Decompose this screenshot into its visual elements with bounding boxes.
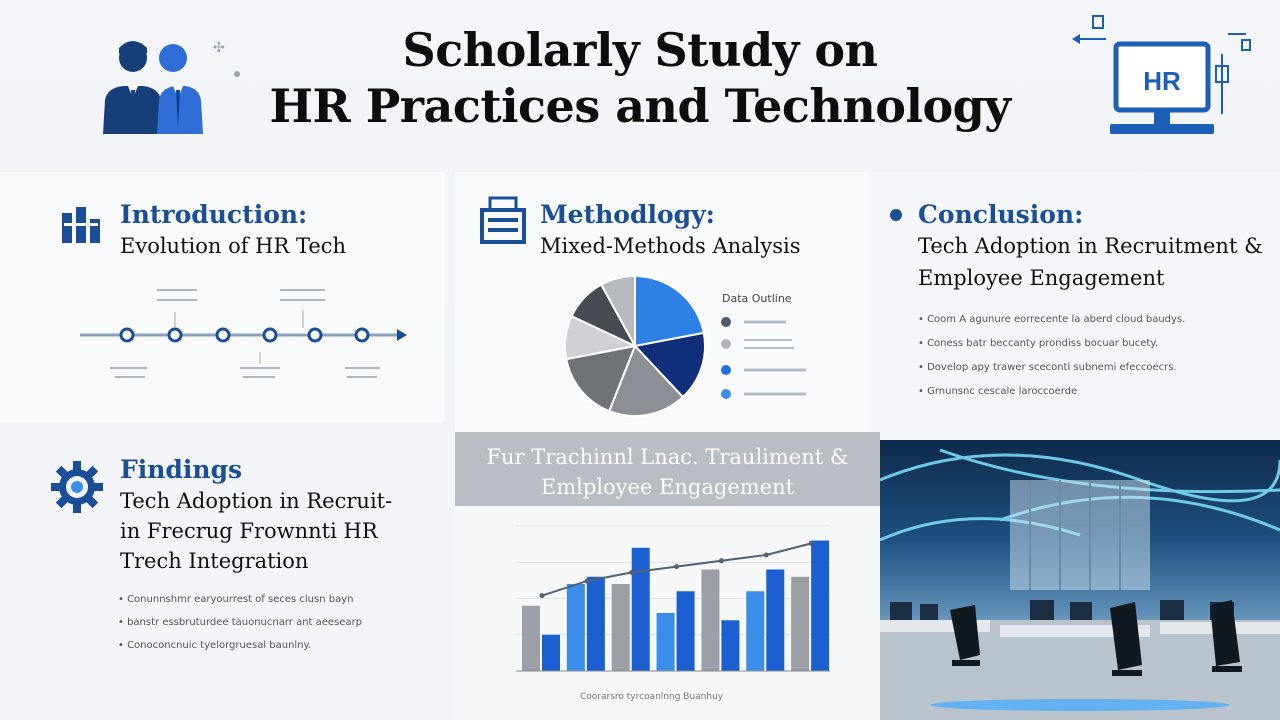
introduction-heading: Introduction: <box>120 200 308 229</box>
page-title <box>260 22 1020 134</box>
conclusion-bullet: • Grnunsnc cescale laroccoerde <box>918 386 1078 397</box>
bar <box>542 635 560 671</box>
pie-legend <box>718 312 818 402</box>
gear-icon <box>50 460 104 514</box>
trend-point <box>540 593 545 598</box>
bar <box>612 584 630 671</box>
trend-point <box>764 553 769 558</box>
bar <box>811 541 829 672</box>
office-photo <box>880 440 1280 720</box>
title-line-1: Scholarly Study on <box>402 23 878 77</box>
bar <box>791 577 809 671</box>
conclusion-subtitle-1: Tech Adoption in Recruitment & <box>918 234 1263 258</box>
folder-document-icon <box>478 196 530 248</box>
trend-point <box>584 579 589 584</box>
bar <box>677 591 695 671</box>
conclusion-bullet: • Dovelop apy trawer scecontl subnemi efeccoecrs. <box>918 362 1177 373</box>
methodology-pie-chart <box>560 270 710 422</box>
bar-chart <box>480 516 850 706</box>
chart-bars-icon <box>60 205 102 245</box>
bullet-dot-icon <box>888 207 904 223</box>
bar <box>522 606 540 671</box>
timeline <box>75 280 420 390</box>
findings-line-2: in Frecrug Frownnti HR <box>120 519 378 543</box>
findings-bullet: • Conunnshmr earyourrest of seces clusn bayn <box>118 594 354 605</box>
pie-legend-title: Data Outline <box>722 292 792 305</box>
findings-bullet: • Conoconcnuic tyelorgruesal baunlny. <box>118 640 312 651</box>
svg-text:✣: ✣ <box>213 40 225 56</box>
office-illustration <box>880 440 1280 720</box>
bar <box>746 591 764 671</box>
introduction-subtitle: Evolution of HR Tech <box>120 234 347 258</box>
trend-point <box>809 541 814 546</box>
trend-point <box>719 558 724 563</box>
chart-banner-line-2: Emlployee Engagement <box>540 475 795 499</box>
bar <box>567 584 585 671</box>
bar <box>657 613 675 671</box>
conclusion-bullet: • Coness batr beccanty prondiss bocuar bucety. <box>918 338 1159 349</box>
chart-caption: Coorarsro tyrcoanlnng Buanhuy <box>580 692 724 702</box>
methodology-subtitle: Mixed-Methods Analysis <box>540 234 801 258</box>
bar <box>701 570 719 672</box>
findings-line-1: Tech Adoption in Recruit- <box>120 489 393 513</box>
methodology-heading: Methodlogy: <box>540 200 715 229</box>
hr-monitor-icon <box>1068 14 1258 144</box>
chart-banner-line-1: Fur Trachinnl Lnac. Trauliment & <box>486 445 849 469</box>
findings-bullet: • banstr essbruturdee tauonucnarr ant aeesearp <box>118 617 363 628</box>
bar <box>721 620 739 671</box>
monitor-label: HR <box>1143 66 1181 96</box>
conclusion-bullet: • Coom A agunure eorrecente la aberd cloud baudys. <box>918 314 1186 325</box>
bar <box>632 548 650 671</box>
bar <box>587 577 605 671</box>
trend-point <box>629 570 634 575</box>
chart-banner <box>455 432 880 506</box>
title-line-2: HR Practices and Technology <box>269 79 1011 133</box>
findings-line-3: Trech Integration <box>120 549 309 573</box>
findings-heading: Findings <box>120 455 243 484</box>
business-people-icon <box>45 38 245 138</box>
trend-point <box>674 564 679 569</box>
conclusion-subtitle-2: Employee Engagement <box>918 266 1165 290</box>
bar <box>766 570 784 672</box>
conclusion-heading: Conclusion: <box>918 200 1084 229</box>
